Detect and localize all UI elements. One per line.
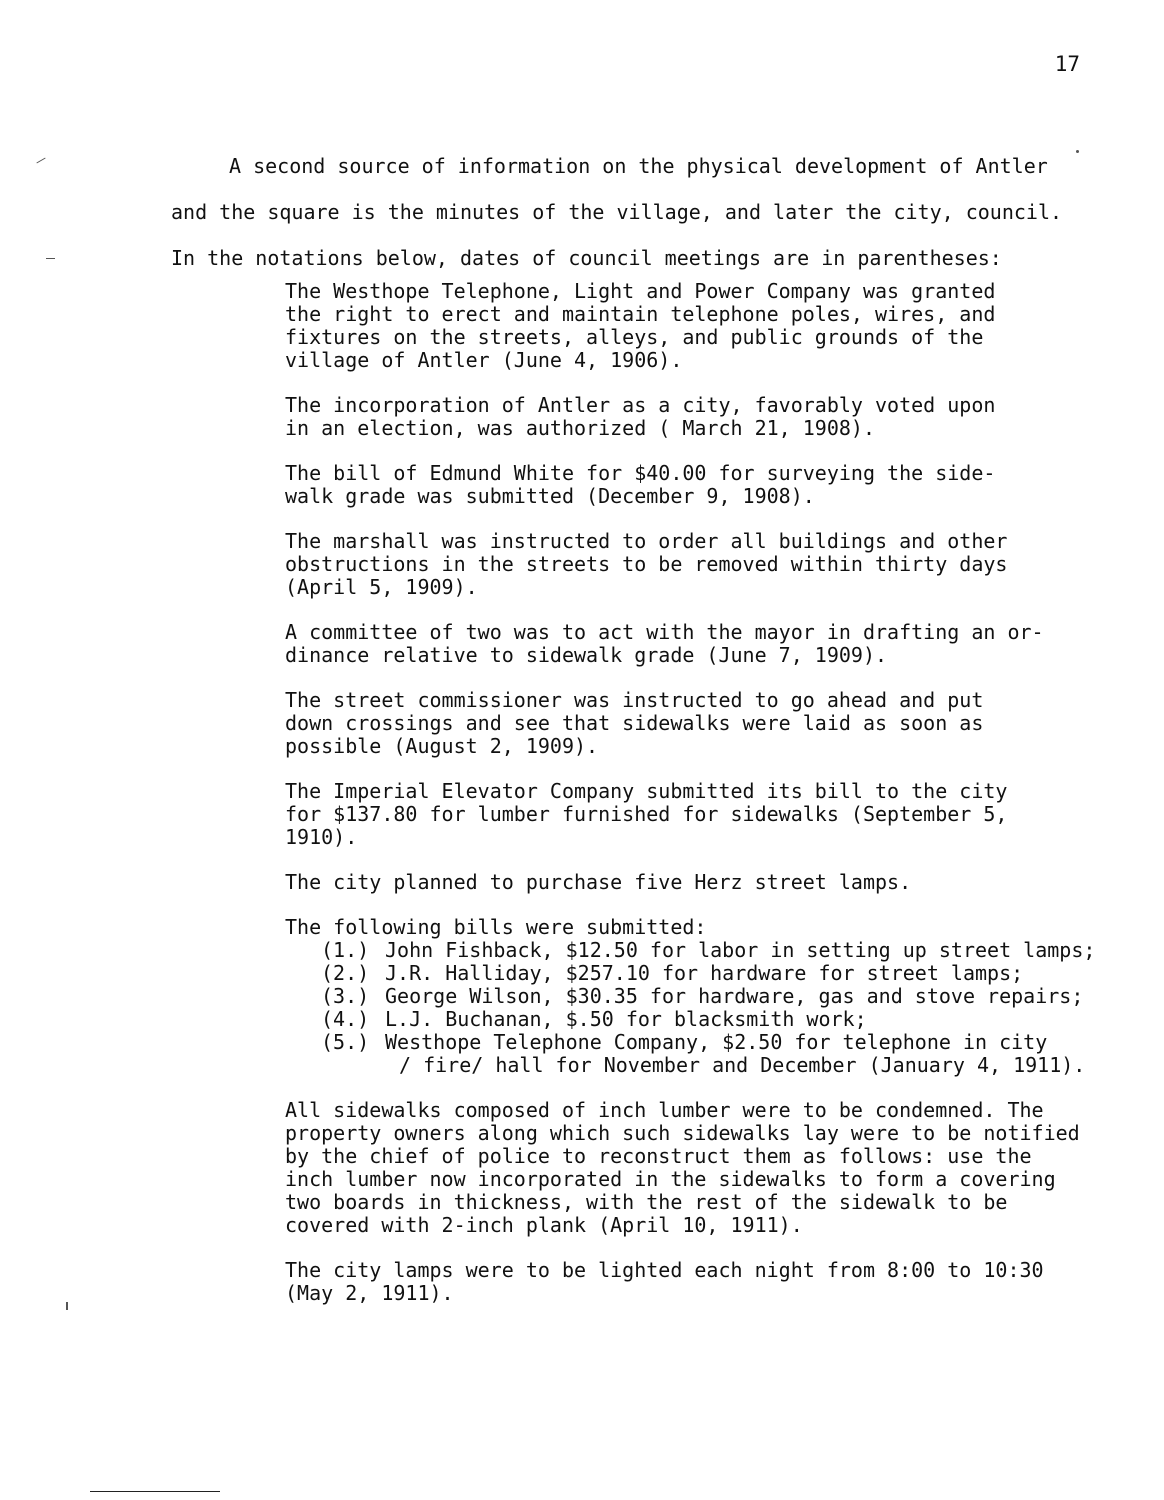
bill-text: J.R. Halliday, $257.10 for hardware for street lamps; <box>385 961 1024 985</box>
notation-entry <box>285 462 1085 508</box>
bill-item <box>285 962 1085 985</box>
bill-text: L.J. Buchanan, $.50 for blacksmith work; <box>385 1007 867 1031</box>
notation-line: A committee of two was to act with the mayor in drafting an or- <box>285 620 1044 644</box>
notation-entry <box>285 1099 1085 1237</box>
notation-line: The Imperial Elevator Company submitted its bill to the city <box>285 779 1008 803</box>
bill-text: Westhope Telephone Company, $2.50 for telephone in city <box>385 1030 1048 1054</box>
bill-continuation: / fire/ hall for November and December (January 4, 1911). <box>399 1053 1086 1077</box>
bill-number: (3.) <box>321 984 370 1008</box>
notation-line: for $137.80 for lumber furnished for sidewalks (September 5, <box>285 802 1008 826</box>
council-notations <box>285 279 1096 1327</box>
footnote-rule <box>90 1491 220 1492</box>
intro-line: and the square is the minutes of the village, and later the city, council. <box>171 200 1063 224</box>
scan-mark <box>1076 150 1079 153</box>
scan-mark <box>36 158 45 164</box>
notation-line: down crossings and see that sidewalks were laid as soon as <box>285 711 984 735</box>
notation-line: village of Antler (June 4, 1906). <box>285 348 683 372</box>
bill-item <box>285 1031 1085 1054</box>
bill-text: John Fishback, $12.50 for labor in setting up street lamps; <box>385 938 1096 962</box>
bill-number: (2.) <box>321 961 370 985</box>
bill-text: George Wilson, $30.35 for hardware, gas and stove repairs; <box>385 984 1084 1008</box>
notation-entry <box>285 871 1085 894</box>
bill-item <box>285 1008 1085 1031</box>
notation-line: in an election, was authorized ( March 21, 1908). <box>285 416 876 440</box>
notation-line: (May 2, 1911). <box>285 1281 454 1305</box>
notation-entry <box>285 280 1085 372</box>
notation-line: The incorporation of Antler as a city, favorably voted upon <box>285 393 996 417</box>
notation-line: 1910). <box>285 825 358 849</box>
notation-line: walk grade was submitted (December 9, 1908). <box>285 484 815 508</box>
notation-line: dinance relative to sidewalk grade (June 7, 1909). <box>285 643 888 667</box>
notation-entry <box>285 1259 1085 1305</box>
notation-line: two boards in thickness, with the rest of the sidewalk to be <box>285 1190 1008 1214</box>
intro-line: A second source of information on the physical development of Antler <box>229 154 1048 178</box>
notation-line: the right to erect and maintain telephone poles, wires, and <box>285 302 996 326</box>
notation-line: The city planned to purchase five Herz street lamps. <box>285 870 912 894</box>
bill-number: (1.) <box>321 938 370 962</box>
bill-number: (4.) <box>321 1007 370 1031</box>
notation-line: fixtures on the streets, alleys, and public grounds of the <box>285 325 984 349</box>
notation-line: obstructions in the streets to be removed within thirty days <box>285 552 1008 576</box>
notation-line: by the chief of police to reconstruct them as follows: use the <box>285 1144 1032 1168</box>
bill-item <box>285 938 1096 962</box>
notation-line: inch lumber now incorporated in the sidewalks to form a covering <box>285 1167 1056 1191</box>
notation-line: The Westhope Telephone, Light and Power Company was granted <box>285 279 996 303</box>
bill-list <box>285 938 1096 1054</box>
notation-line: (April 5, 1909). <box>285 575 478 599</box>
bill-number: (5.) <box>321 1030 370 1054</box>
notation-entry <box>285 394 1085 440</box>
notation-line: property owners along which such sidewalks lay were to be notified <box>285 1121 1080 1145</box>
scan-mark <box>66 1302 68 1310</box>
intro-line: In the notations below, dates of council meetings are in parentheses: <box>171 246 1002 270</box>
intro-paragraph <box>171 143 1071 281</box>
notation-line: The bill of Edmund White for $40.00 for surveying the side- <box>285 461 996 485</box>
notation-entry <box>285 621 1085 667</box>
bills-heading: The following bills were submitted: <box>285 915 707 939</box>
notation-line: The street commissioner was instructed to go ahead and put <box>285 688 984 712</box>
notation-line: The marshall was instructed to order all buildings and other <box>285 529 1008 553</box>
bill-item <box>285 985 1085 1008</box>
notation-line: covered with 2-inch plank (April 10, 1911). <box>285 1213 803 1237</box>
notation-line: All sidewalks composed of inch lumber were to be condemned. The <box>285 1098 1044 1122</box>
notation-line: possible (August 2, 1909). <box>285 734 599 758</box>
notation-entry <box>285 780 1085 849</box>
bills-entry <box>285 915 1096 1077</box>
notation-entry <box>285 689 1085 758</box>
scan-mark <box>46 258 55 259</box>
notation-line: The city lamps were to be lighted each night from 8:00 to 10:30 <box>285 1258 1044 1282</box>
page-number: 17 <box>1054 52 1080 76</box>
notation-entry <box>285 530 1085 599</box>
